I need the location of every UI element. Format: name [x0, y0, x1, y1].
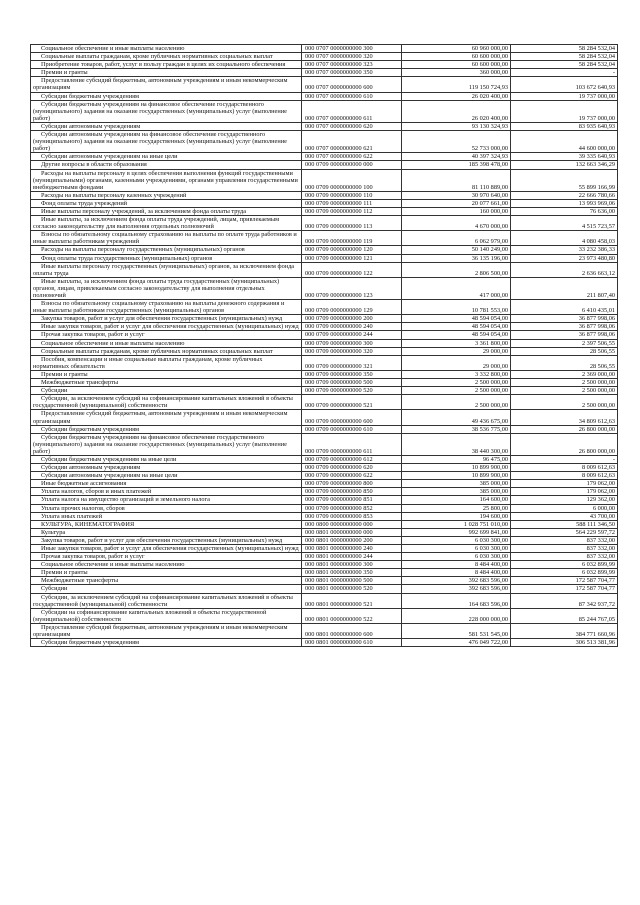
- row-approved-cell: 38 536 775,00: [402, 425, 511, 433]
- table-row: [31, 528, 618, 536]
- row-executed-cell: 34 809 612,63: [511, 410, 618, 425]
- row-code-cell: 000 0707 0000000000 622: [302, 153, 402, 161]
- row-executed-cell: 172 587 704,77: [511, 585, 618, 593]
- table-row: [31, 536, 618, 544]
- table-row: [31, 410, 618, 425]
- row-code-cell: 000 0801 0000000000 520: [302, 585, 402, 593]
- row-executed-cell: 2 500 000,00: [511, 395, 618, 410]
- row-approved-cell: 476 049 722,00: [402, 639, 511, 647]
- row-approved-cell: 26 020 400,00: [402, 92, 511, 100]
- row-executed-cell: -: [511, 455, 618, 463]
- table-row: [31, 277, 618, 299]
- table-row: [31, 77, 618, 92]
- row-code-cell: 000 0709 0000000000 520: [302, 387, 402, 395]
- row-approved-cell: 3 332 800,00: [402, 370, 511, 378]
- row-approved-cell: 2 500 000,00: [402, 379, 511, 387]
- expenditure-table: [30, 44, 618, 647]
- row-approved-cell: 96 475,00: [402, 455, 511, 463]
- row-code-cell: 000 0709 0000000000 129: [302, 300, 402, 315]
- row-code-cell: 000 0709 0000000000 122: [302, 262, 402, 277]
- row-code-cell: 000 0707 0000000000 320: [302, 53, 402, 61]
- row-code-cell: 000 0709 0000000000 852: [302, 504, 402, 512]
- table-body: [31, 45, 618, 647]
- row-name-cell: КУЛЬТУРА, КИНЕМАТОГРАФИЯ: [31, 520, 302, 528]
- row-code-cell: 000 0709 0000000000 000: [302, 161, 402, 169]
- row-name-cell: Фонд оплаты труда учреждений: [31, 199, 302, 207]
- table-row: [31, 370, 618, 378]
- row-executed-cell: 87 342 937,72: [511, 593, 618, 608]
- row-code-cell: 000 0707 0000000000 300: [302, 45, 402, 53]
- table-row: [31, 504, 618, 512]
- row-executed-cell: 39 335 640,93: [511, 153, 618, 161]
- row-code-cell: 000 0801 0000000000 200: [302, 536, 402, 544]
- row-code-cell: 000 0709 0000000000 240: [302, 323, 402, 331]
- row-executed-cell: 28 506,55: [511, 355, 618, 370]
- row-approved-cell: 360 000,00: [402, 69, 511, 77]
- row-name-cell: Социальное обеспечение и иные выплаты населению: [31, 561, 302, 569]
- row-code-cell: 000 0709 0000000000 521: [302, 395, 402, 410]
- row-executed-cell: 2 397 506,55: [511, 339, 618, 347]
- row-approved-cell: 40 397 324,93: [402, 153, 511, 161]
- row-code-cell: 000 0709 0000000000 853: [302, 512, 402, 520]
- row-executed-cell: 33 232 386,33: [511, 246, 618, 254]
- row-approved-cell: 48 594 054,00: [402, 323, 511, 331]
- row-name-cell: Субсидии бюджетным учреждениям на финансовое обеспечение государственного (муниципального) задания на оказание государственных (муниципальных) услуг (выполнение работ): [31, 433, 302, 455]
- table-row: [31, 585, 618, 593]
- row-code-cell: 000 0801 0000000000 244: [302, 553, 402, 561]
- row-code-cell: 000 0709 0000000000 600: [302, 410, 402, 425]
- row-executed-cell: 8 009 612,63: [511, 472, 618, 480]
- row-approved-cell: 581 531 545,00: [402, 623, 511, 638]
- table-row: [31, 69, 618, 77]
- table-row: [31, 608, 618, 623]
- row-approved-cell: 6 030 300,00: [402, 545, 511, 553]
- row-approved-cell: 2 500 000,00: [402, 387, 511, 395]
- row-executed-cell: 26 800 000,00: [511, 433, 618, 455]
- row-name-cell: Предоставление субсидий бюджетным, автономным учреждениям и иным некоммерческим организациям: [31, 77, 302, 92]
- row-executed-cell: 19 737 000,00: [511, 92, 618, 100]
- row-executed-cell: 6 032 899,99: [511, 569, 618, 577]
- row-code-cell: 000 0709 0000000000 321: [302, 355, 402, 370]
- row-approved-cell: 26 020 400,00: [402, 100, 511, 122]
- row-executed-cell: 588 111 346,50: [511, 520, 618, 528]
- row-approved-cell: 385 000,00: [402, 488, 511, 496]
- table-row: [31, 425, 618, 433]
- table-row: [31, 553, 618, 561]
- row-code-cell: 000 0709 0000000000 100: [302, 169, 402, 191]
- table-row: [31, 395, 618, 410]
- row-approved-cell: 160 000,00: [402, 207, 511, 215]
- row-name-cell: Иные закупки товаров, работ и услуг для обеспечения государственных (муниципальных) нужд: [31, 323, 302, 331]
- row-code-cell: 000 0707 0000000000 620: [302, 122, 402, 130]
- row-approved-cell: 392 683 596,00: [402, 577, 511, 585]
- row-executed-cell: 6 410 435,01: [511, 300, 618, 315]
- row-executed-cell: 13 993 969,06: [511, 199, 618, 207]
- table-row: [31, 379, 618, 387]
- row-name-cell: Расходы на выплаты персоналу государственных (муниципальных) органов: [31, 246, 302, 254]
- row-code-cell: 000 0709 0000000000 112: [302, 207, 402, 215]
- row-name-cell: Субсидии автономным учреждениям на финансовое обеспечение государственного (муниципального) задания на оказание государственных (муниципальных) услуг (выполнение работ): [31, 131, 302, 153]
- table-row: [31, 153, 618, 161]
- row-approved-cell: 185 398 478,00: [402, 161, 511, 169]
- row-name-cell: Социальные выплаты гражданам, кроме публичных нормативных социальных выплат: [31, 53, 302, 61]
- row-name-cell: Иные выплаты персоналу государственных (муниципальных) органов, за исключением фонда оплаты труда: [31, 262, 302, 277]
- row-code-cell: 000 0801 0000000000 610: [302, 639, 402, 647]
- row-approved-cell: 60 600 000,00: [402, 61, 511, 69]
- row-executed-cell: 58 284 532,04: [511, 45, 618, 53]
- row-code-cell: 000 0709 0000000000 500: [302, 379, 402, 387]
- table-row: [31, 246, 618, 254]
- row-name-cell: Субсидии автономным учреждениям на иные цели: [31, 472, 302, 480]
- row-executed-cell: 211 807,40: [511, 277, 618, 299]
- row-approved-cell: 1 028 751 010,00: [402, 520, 511, 528]
- row-name-cell: Социальное обеспечение и иные выплаты населению: [31, 339, 302, 347]
- row-name-cell: Субсидии бюджетным учреждениям: [31, 92, 302, 100]
- table-row: [31, 464, 618, 472]
- row-approved-cell: 60 960 000,00: [402, 45, 511, 53]
- row-approved-cell: 6 030 300,00: [402, 536, 511, 544]
- row-executed-cell: 179 062,00: [511, 480, 618, 488]
- table-row: [31, 355, 618, 370]
- row-executed-cell: 2 500 000,00: [511, 387, 618, 395]
- table-row: [31, 593, 618, 608]
- row-code-cell: 000 0707 0000000000 621: [302, 131, 402, 153]
- row-executed-cell: 26 800 000,00: [511, 425, 618, 433]
- row-approved-cell: 992 699 841,00: [402, 528, 511, 536]
- row-name-cell: Приобретение товаров, работ, услуг в пользу граждан в целях их социального обеспечения: [31, 61, 302, 69]
- row-approved-cell: 392 683 596,00: [402, 585, 511, 593]
- row-approved-cell: 8 484 400,00: [402, 569, 511, 577]
- row-executed-cell: 179 062,00: [511, 488, 618, 496]
- row-executed-cell: 2 500 000,00: [511, 379, 618, 387]
- table-row: [31, 191, 618, 199]
- table-row: [31, 496, 618, 504]
- table-row: [31, 199, 618, 207]
- row-code-cell: 000 0709 0000000000 113: [302, 216, 402, 231]
- row-approved-cell: 60 600 000,00: [402, 53, 511, 61]
- table-row: [31, 561, 618, 569]
- row-code-cell: 000 0709 0000000000 800: [302, 480, 402, 488]
- row-executed-cell: 2 636 663,12: [511, 262, 618, 277]
- row-name-cell: Субсидии, за исключением субсидий на софинансирование капитальных вложений в объекты государственной (муниципальной) собственности: [31, 593, 302, 608]
- row-name-cell: Другие вопросы в области образования: [31, 161, 302, 169]
- row-approved-cell: 81 110 889,00: [402, 169, 511, 191]
- row-name-cell: Закупка товаров, работ и услуг для обеспечения государственных (муниципальных) нужд: [31, 315, 302, 323]
- table-row: [31, 53, 618, 61]
- row-approved-cell: 36 135 196,00: [402, 254, 511, 262]
- table-row: [31, 639, 618, 647]
- row-executed-cell: 4 515 723,57: [511, 216, 618, 231]
- row-name-cell: Иные выплаты персоналу учреждений, за исключением фонда оплаты труда: [31, 207, 302, 215]
- table-row: [31, 61, 618, 69]
- table-row: [31, 488, 618, 496]
- row-approved-cell: 4 670 000,00: [402, 216, 511, 231]
- row-code-cell: 000 0801 0000000000 000: [302, 528, 402, 536]
- row-executed-cell: 129 362,00: [511, 496, 618, 504]
- table-row: [31, 122, 618, 130]
- row-code-cell: 000 0709 0000000000 622: [302, 472, 402, 480]
- row-approved-cell: 6 062 979,00: [402, 231, 511, 246]
- row-executed-cell: 58 284 532,04: [511, 61, 618, 69]
- row-executed-cell: 83 935 640,93: [511, 122, 618, 130]
- row-executed-cell: 85 244 767,05: [511, 608, 618, 623]
- table-row: [31, 569, 618, 577]
- row-approved-cell: 8 484 400,00: [402, 561, 511, 569]
- row-code-cell: 000 0801 0000000000 350: [302, 569, 402, 577]
- row-approved-cell: 48 594 054,00: [402, 315, 511, 323]
- row-code-cell: 000 0709 0000000000 200: [302, 315, 402, 323]
- row-approved-cell: 52 733 000,00: [402, 131, 511, 153]
- row-name-cell: Иные выплаты, за исключением фонда оплаты труда учреждений, лицам, привлекаемым согласно законодательству для выполнения отдельных полномочий: [31, 216, 302, 231]
- row-executed-cell: 19 737 000,00: [511, 100, 618, 122]
- row-name-cell: Субсидии на софинансирование капитальных вложений в объекты государственной (муниципальной) собственности: [31, 608, 302, 623]
- row-approved-cell: 119 150 724,93: [402, 77, 511, 92]
- row-code-cell: 000 0709 0000000000 121: [302, 254, 402, 262]
- table-row: [31, 520, 618, 528]
- row-name-cell: Иные выплаты, за исключением фонда оплаты труда государственных (муниципальных) органов, лицам, привлекаемым согласно законодательству для выполнения отдельных полномочий: [31, 277, 302, 299]
- row-executed-cell: 103 672 640,93: [511, 77, 618, 92]
- row-code-cell: 000 0801 0000000000 240: [302, 545, 402, 553]
- table-row: [31, 207, 618, 215]
- row-code-cell: 000 0709 0000000000 612: [302, 455, 402, 463]
- row-executed-cell: 22 666 780,66: [511, 191, 618, 199]
- row-name-cell: Уплата налогов, сборов и иных платежей: [31, 488, 302, 496]
- row-executed-cell: 8 009 612,63: [511, 464, 618, 472]
- row-name-cell: Межбюджетные трансферты: [31, 577, 302, 585]
- row-name-cell: Уплата налога на имущество организаций и земельного налога: [31, 496, 302, 504]
- table-row: [31, 323, 618, 331]
- table-row: [31, 216, 618, 231]
- row-code-cell: 000 0709 0000000000 111: [302, 199, 402, 207]
- row-approved-cell: 10 899 900,00: [402, 472, 511, 480]
- table-row: [31, 100, 618, 122]
- row-code-cell: 000 0801 0000000000 521: [302, 593, 402, 608]
- row-code-cell: 000 0709 0000000000 610: [302, 425, 402, 433]
- table-row: [31, 545, 618, 553]
- row-executed-cell: 36 877 998,06: [511, 323, 618, 331]
- budget-report-page: [30, 44, 614, 647]
- row-approved-cell: 385 000,00: [402, 480, 511, 488]
- row-executed-cell: 2 369 000,00: [511, 370, 618, 378]
- row-approved-cell: 48 594 054,00: [402, 331, 511, 339]
- row-name-cell: Субсидии автономным учреждениям на иные цели: [31, 153, 302, 161]
- row-name-cell: Субсидии бюджетным учреждениям на финансовое обеспечение государственного (муниципального) задания на оказание государственных (муниципальных) услуг (выполнение работ): [31, 100, 302, 122]
- row-name-cell: Закупка товаров, работ и услуг для обеспечения государственных (муниципальных) нужд: [31, 536, 302, 544]
- row-code-cell: 000 0707 0000000000 600: [302, 77, 402, 92]
- row-name-cell: Уплата прочих налогов, сборов: [31, 504, 302, 512]
- row-approved-cell: 49 436 675,00: [402, 410, 511, 425]
- row-name-cell: Прочая закупка товаров, работ и услуг: [31, 553, 302, 561]
- row-name-cell: Уплата иных платежей: [31, 512, 302, 520]
- row-name-cell: Взносы по обязательному социальному страхованию на выплаты денежного содержания и иные выплаты работникам государственных (муниципальных) органов: [31, 300, 302, 315]
- table-row: [31, 262, 618, 277]
- row-executed-cell: 76 636,00: [511, 207, 618, 215]
- table-row: [31, 623, 618, 638]
- row-name-cell: Субсидии автономным учреждениям: [31, 122, 302, 130]
- row-executed-cell: 36 877 998,06: [511, 315, 618, 323]
- row-name-cell: Премии и гранты: [31, 370, 302, 378]
- row-approved-cell: 164 683 596,00: [402, 593, 511, 608]
- row-name-cell: Премии и гранты: [31, 69, 302, 77]
- row-code-cell: 000 0800 0000000000 000: [302, 520, 402, 528]
- row-code-cell: 000 0709 0000000000 300: [302, 339, 402, 347]
- row-code-cell: 000 0707 0000000000 610: [302, 92, 402, 100]
- row-name-cell: Иные закупки товаров, работ и услуг для обеспечения государственных (муниципальных) нужд: [31, 545, 302, 553]
- table-row: [31, 331, 618, 339]
- row-name-cell: Расходы на выплаты персоналу в целях обеспечения выполнения функций государственными (муниципальными) органами, казенными учреждениями, органами управления государственными внебюджетными фондами: [31, 169, 302, 191]
- table-row: [31, 45, 618, 53]
- table-row: [31, 472, 618, 480]
- row-approved-cell: 6 030 300,00: [402, 553, 511, 561]
- row-executed-cell: 23 973 480,80: [511, 254, 618, 262]
- row-name-cell: Межбюджетные трансферты: [31, 379, 302, 387]
- table-row: [31, 339, 618, 347]
- table-row: [31, 131, 618, 153]
- table-row: [31, 315, 618, 323]
- row-name-cell: Предоставление субсидий бюджетным, автономным учреждениям и иным некоммерческим организациям: [31, 623, 302, 638]
- row-executed-cell: 6 000,00: [511, 504, 618, 512]
- row-code-cell: 000 0709 0000000000 320: [302, 347, 402, 355]
- row-executed-cell: 28 506,55: [511, 347, 618, 355]
- row-executed-cell: 837 332,00: [511, 553, 618, 561]
- row-approved-cell: 29 000,00: [402, 355, 511, 370]
- row-executed-cell: 384 771 660,96: [511, 623, 618, 638]
- table-row: [31, 387, 618, 395]
- row-code-cell: 000 0801 0000000000 522: [302, 608, 402, 623]
- row-approved-cell: 2 500 000,00: [402, 395, 511, 410]
- row-approved-cell: 417 000,00: [402, 277, 511, 299]
- row-approved-cell: 10 899 900,00: [402, 464, 511, 472]
- row-name-cell: Прочая закупка товаров, работ и услуг: [31, 331, 302, 339]
- row-code-cell: 000 0709 0000000000 611: [302, 433, 402, 455]
- row-executed-cell: 6 032 899,99: [511, 561, 618, 569]
- table-row: [31, 300, 618, 315]
- row-code-cell: 000 0707 0000000000 350: [302, 69, 402, 77]
- row-approved-cell: 3 361 800,00: [402, 339, 511, 347]
- table-row: [31, 231, 618, 246]
- row-executed-cell: 4 080 458,03: [511, 231, 618, 246]
- row-code-cell: 000 0707 0000000000 323: [302, 61, 402, 69]
- row-name-cell: Субсидии: [31, 387, 302, 395]
- row-approved-cell: 10 781 553,00: [402, 300, 511, 315]
- row-executed-cell: 44 600 000,00: [511, 131, 618, 153]
- row-executed-cell: 172 587 704,77: [511, 577, 618, 585]
- row-name-cell: Субсидии бюджетным учреждениям на иные цели: [31, 455, 302, 463]
- row-executed-cell: 43 700,00: [511, 512, 618, 520]
- row-approved-cell: 20 077 661,00: [402, 199, 511, 207]
- row-code-cell: 000 0709 0000000000 350: [302, 370, 402, 378]
- row-code-cell: 000 0707 0000000000 611: [302, 100, 402, 122]
- table-row: [31, 577, 618, 585]
- table-row: [31, 92, 618, 100]
- row-name-cell: Взносы по обязательному социальному страхованию на выплаты по оплате труда работников и иные выплаты работникам учреждений: [31, 231, 302, 246]
- row-code-cell: 000 0709 0000000000 120: [302, 246, 402, 254]
- row-approved-cell: 30 970 640,00: [402, 191, 511, 199]
- row-code-cell: 000 0801 0000000000 500: [302, 577, 402, 585]
- row-code-cell: 000 0801 0000000000 300: [302, 561, 402, 569]
- row-approved-cell: 50 140 249,00: [402, 246, 511, 254]
- table-row: [31, 455, 618, 463]
- row-executed-cell: 55 899 166,99: [511, 169, 618, 191]
- row-name-cell: Субсидии автономным учреждениям: [31, 464, 302, 472]
- row-executed-cell: 837 332,00: [511, 545, 618, 553]
- row-name-cell: Субсидии: [31, 585, 302, 593]
- row-code-cell: 000 0709 0000000000 620: [302, 464, 402, 472]
- row-code-cell: 000 0709 0000000000 244: [302, 331, 402, 339]
- row-approved-cell: 228 000 000,00: [402, 608, 511, 623]
- row-name-cell: Предоставление субсидий бюджетным, автономным учреждениям и иным некоммерческим организациям: [31, 410, 302, 425]
- row-name-cell: Пособия, компенсации и иные социальные выплаты гражданам, кроме публичных нормативных обязательств: [31, 355, 302, 370]
- row-name-cell: Социальные выплаты гражданам, кроме публичных нормативных социальных выплат: [31, 347, 302, 355]
- row-approved-cell: 25 800,00: [402, 504, 511, 512]
- table-row: [31, 433, 618, 455]
- row-executed-cell: 58 284 532,04: [511, 53, 618, 61]
- row-approved-cell: 164 600,00: [402, 496, 511, 504]
- table-row: [31, 169, 618, 191]
- row-executed-cell: -: [511, 69, 618, 77]
- table-row: [31, 347, 618, 355]
- table-row: [31, 161, 618, 169]
- row-code-cell: 000 0709 0000000000 110: [302, 191, 402, 199]
- row-code-cell: 000 0709 0000000000 123: [302, 277, 402, 299]
- row-name-cell: Расходы на выплаты персоналу казенных учреждений: [31, 191, 302, 199]
- table-row: [31, 512, 618, 520]
- row-approved-cell: 93 130 324,93: [402, 122, 511, 130]
- row-executed-cell: 36 877 998,06: [511, 331, 618, 339]
- row-name-cell: Культура: [31, 528, 302, 536]
- row-executed-cell: 564 229 597,72: [511, 528, 618, 536]
- row-name-cell: Субсидии бюджетным учреждениям: [31, 425, 302, 433]
- row-code-cell: 000 0709 0000000000 850: [302, 488, 402, 496]
- table-row: [31, 254, 618, 262]
- row-code-cell: 000 0709 0000000000 119: [302, 231, 402, 246]
- row-approved-cell: 2 806 500,00: [402, 262, 511, 277]
- row-name-cell: Социальное обеспечение и иные выплаты населению: [31, 45, 302, 53]
- row-code-cell: 000 0709 0000000000 851: [302, 496, 402, 504]
- row-executed-cell: 837 332,00: [511, 536, 618, 544]
- table-row: [31, 480, 618, 488]
- row-approved-cell: 194 600,00: [402, 512, 511, 520]
- row-executed-cell: 132 663 346,29: [511, 161, 618, 169]
- row-executed-cell: 306 513 381,96: [511, 639, 618, 647]
- row-code-cell: 000 0801 0000000000 600: [302, 623, 402, 638]
- row-name-cell: Иные бюджетные ассигнования: [31, 480, 302, 488]
- row-approved-cell: 29 000,00: [402, 347, 511, 355]
- row-name-cell: Субсидии, за исключением субсидий на софинансирование капитальных вложений в объекты государственной (муниципальной) собственности: [31, 395, 302, 410]
- row-name-cell: Субсидии бюджетным учреждениям: [31, 639, 302, 647]
- row-name-cell: Фонд оплаты труда государственных (муниципальных) органов: [31, 254, 302, 262]
- row-approved-cell: 38 440 300,00: [402, 433, 511, 455]
- row-name-cell: Премии и гранты: [31, 569, 302, 577]
